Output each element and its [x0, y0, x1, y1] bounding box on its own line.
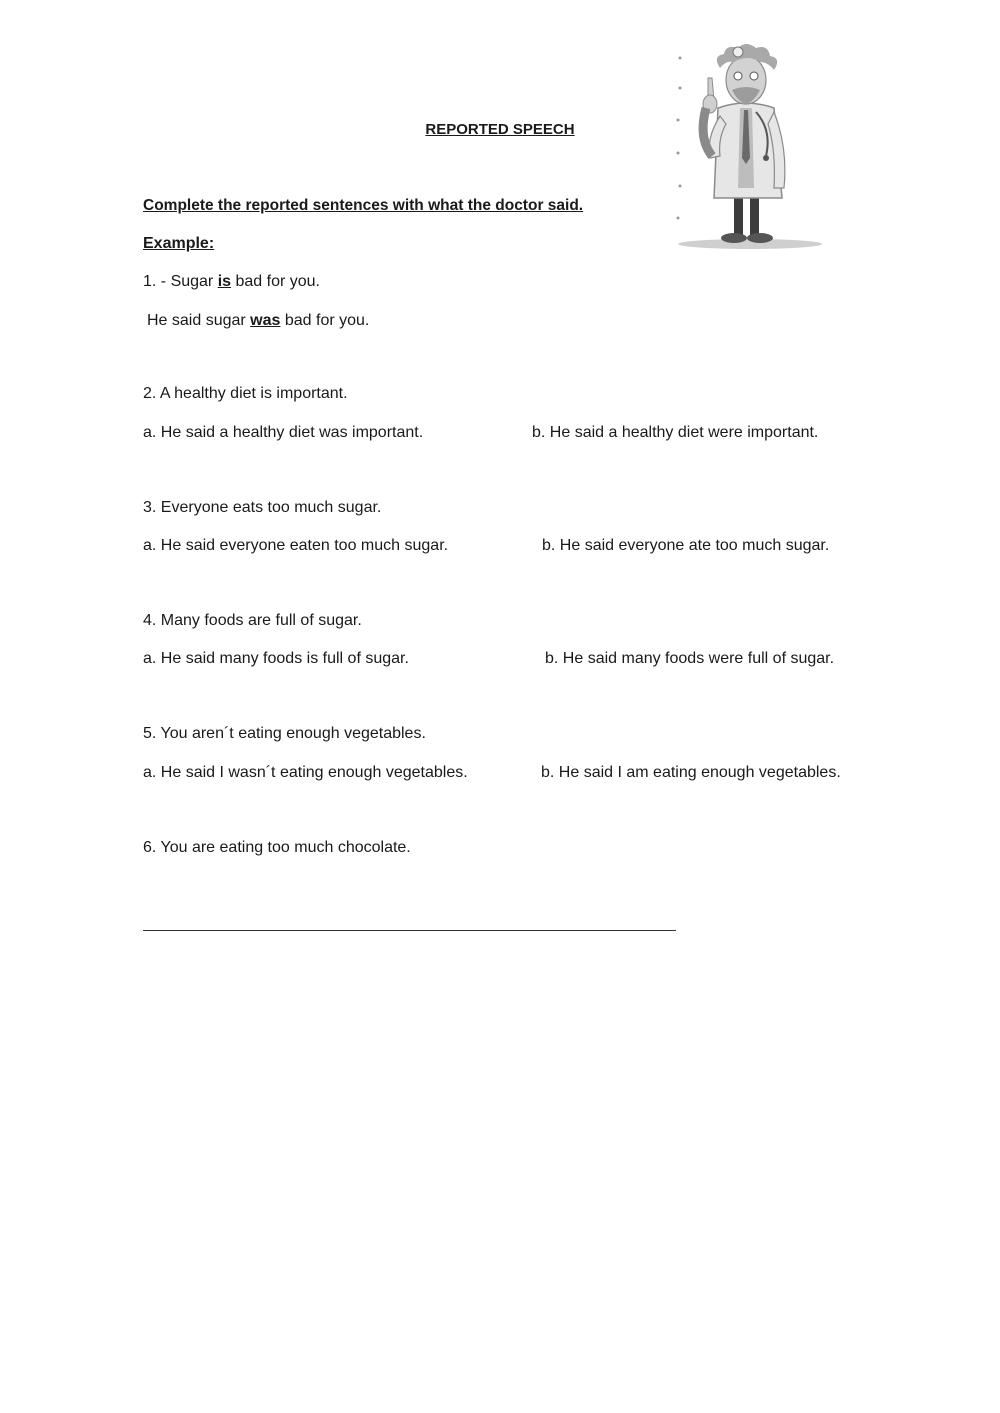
option-a[interactable]: a. He said I wasn´t eating enough vegetables.: [143, 764, 468, 781]
example-label: Example:: [143, 235, 215, 252]
instruction: Complete the reported sentences with what the doctor said.: [143, 197, 584, 214]
option-b[interactable]: b. He said I am eating enough vegetables.: [541, 764, 841, 781]
option-a[interactable]: a. He said a healthy diet was important.: [143, 424, 424, 441]
page-title: REPORTED SPEECH: [425, 121, 575, 138]
option-b[interactable]: b. He said everyone ate too much sugar.: [542, 537, 830, 554]
option-a[interactable]: a. He said many foods is full of sugar.: [143, 650, 409, 667]
question-prompt: 5. You aren´t eating enough vegetables.: [143, 725, 426, 742]
question-prompt: 6. You are eating too much chocolate.: [143, 839, 411, 856]
question-prompt: 2. A healthy diet is important.: [143, 385, 348, 402]
example-answer-suffix: bad for you.: [280, 312, 370, 329]
example-question-suffix: bad for you.: [231, 273, 320, 290]
decoration-dots-icon: [677, 57, 682, 220]
question-prompt: 3. Everyone eats too much sugar.: [143, 499, 382, 516]
question-prompt: 4. Many foods are full of sugar.: [143, 612, 362, 629]
example-answer-prefix: He said sugar: [147, 312, 251, 329]
answer-line[interactable]: [143, 930, 676, 931]
option-b[interactable]: b. He said a healthy diet were important.: [532, 424, 819, 441]
doctor-illustration: [668, 38, 828, 253]
example-question-prefix: 1. - Sugar: [143, 273, 218, 290]
example-question-keyword: is: [217, 273, 232, 290]
option-a[interactable]: a. He said everyone eaten too much sugar.: [143, 537, 449, 554]
option-b[interactable]: b. He said many foods were full of sugar.: [545, 650, 835, 667]
example-question: [143, 272, 320, 292]
example-answer: [147, 311, 369, 331]
example-answer-keyword: was: [250, 312, 281, 329]
